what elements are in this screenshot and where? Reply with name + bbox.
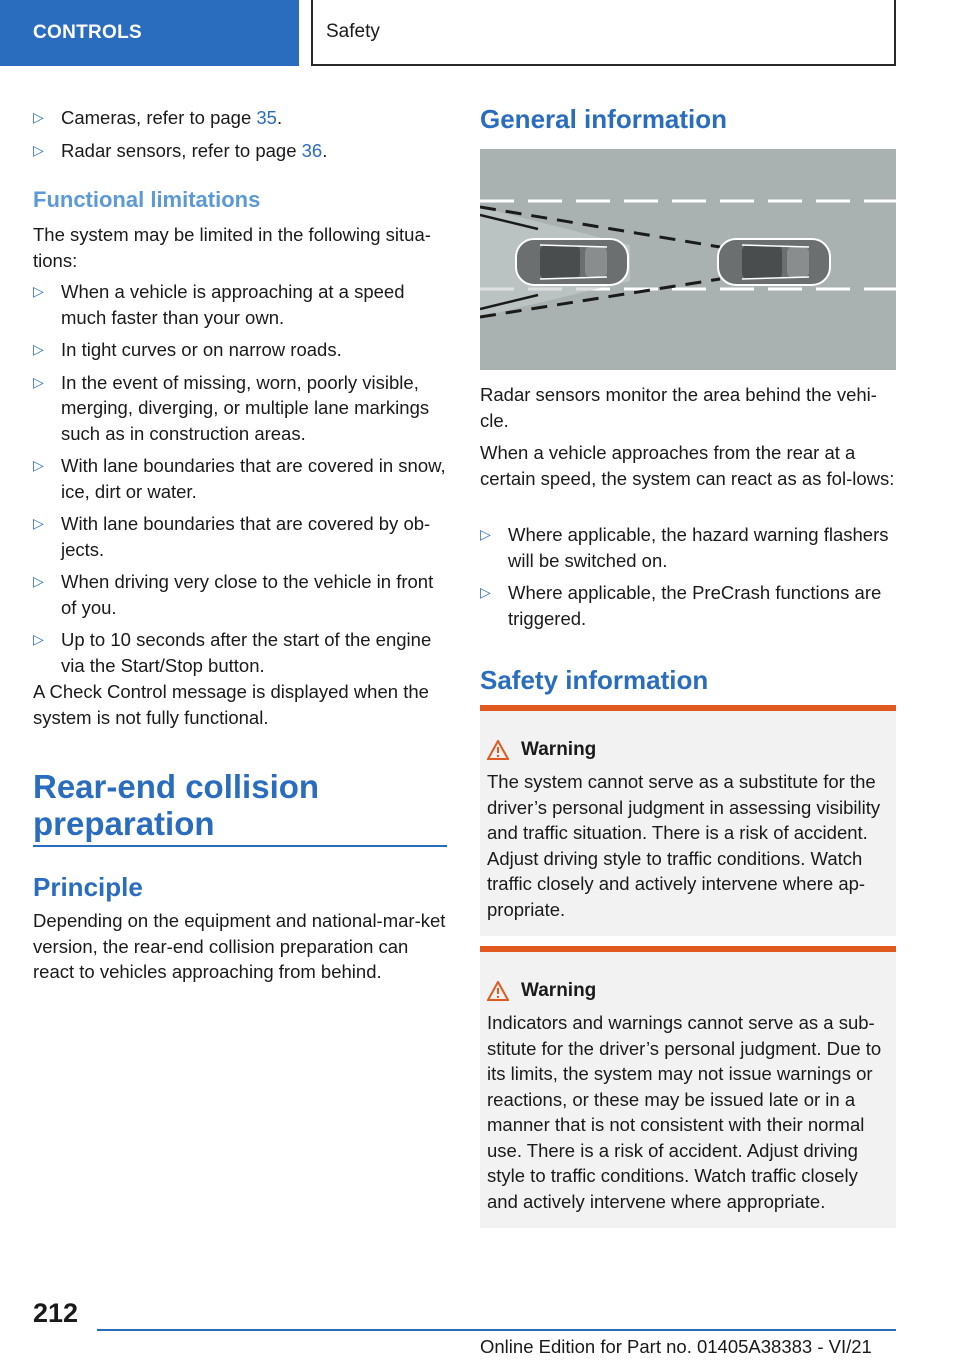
list-item: ▷ With lane boundaries that are covered by ob-jects. (33, 513, 431, 560)
triangle-bullet-icon: ▷ (480, 526, 491, 542)
warning-text: The system cannot serve as a substitute for the driver’s personal judgment in assessing visibility and traffic situation. There is a risk of accident. Adjust driving style to traffic conditions. Watch traffic closely and actively intervene where ap-propriate. (487, 771, 881, 920)
principle-text: Depending on the equipment and national-mar-ket version, the rear-end collision preparation can react to vehicles approaching from behind. (33, 910, 446, 982)
principle-heading: Principle (33, 872, 143, 902)
general-para-2: When a vehicle approaches from the rear at a certain speed, the system can react as as fol-lows: (480, 442, 895, 489)
general-information-heading: General information (480, 104, 728, 134)
triangle-bullet-icon: ▷ (33, 109, 44, 125)
list-item: ▷ Where applicable, the PreCrash functions are triggered. (480, 582, 882, 629)
chapter-tab (0, 0, 299, 66)
edition-text: Online Edition for Part no. 01405A38383 - VI/21 (480, 1336, 872, 1357)
general-para-1: Radar sensors monitor the area behind the vehi-cle. (480, 384, 877, 431)
warning-title-row (487, 976, 888, 1006)
limitations-outro: A Check Control message is displayed when the system is not fully functional. (33, 681, 429, 728)
list-item: ▷ When a vehicle is approaching at a speed much faster than your own. (33, 281, 405, 328)
section-title: Safety (326, 21, 380, 42)
triangle-bullet-icon: ▷ (33, 515, 44, 531)
triangle-bullet-icon: ▷ (33, 573, 44, 589)
triangle-bullet-icon: ▷ (33, 341, 44, 357)
list-item: ▷ In the event of missing, worn, poorly visible, merging, diverging, or multiple lane markings such as in construction areas. (33, 371, 430, 444)
radar-illustration (480, 149, 896, 370)
list-item: ▷ When driving very close to the vehicle in front of you. (33, 571, 434, 618)
warning-box-1 (480, 705, 896, 936)
limitations-intro: The system may be limited in the following situa-tions: (33, 224, 431, 271)
page-number: 212 (33, 1298, 79, 1328)
triangle-bullet-icon: ▷ (33, 631, 44, 647)
triangle-bullet-icon: ▷ (33, 457, 44, 473)
triangle-bullet-icon: ▷ (33, 283, 44, 299)
warning-title: Warning (521, 739, 597, 760)
list-item: ▷ Up to 10 seconds after the start of the engine via the Start/Stop button. (33, 629, 432, 676)
limitations-list (33, 279, 447, 685)
warning-triangle-icon (487, 981, 509, 1001)
triangle-bullet-icon: ▷ (33, 373, 44, 390)
approaching-car-icon (718, 239, 830, 285)
section-header (311, 0, 896, 66)
list-item: ▷ Cameras, refer to page 35. (33, 105, 447, 131)
list-item: ▷ Radar sensors, refer to page 36. (33, 138, 447, 164)
warning-text: Indicators and warnings cannot serve as a sub-stitute for the driver’s personal judgment. Due to its limits, the system may not issue warnings or reactions, or these may be issued late or in a manner that is not consistent with their normal use. There is a risk of accident. Adjust driving style to traffic conditions. Watch traffic closely and actively intervene where appropriate. (487, 1012, 882, 1212)
list-item: ▷ In tight curves or on narrow roads. (33, 337, 447, 363)
warning-box-2 (480, 946, 896, 1228)
triangle-bullet-icon: ▷ (33, 141, 44, 158)
list-item: ▷ With lane boundaries that are covered in snow, ice, dirt or water. (33, 455, 446, 502)
page-link-36[interactable]: 36 (301, 139, 323, 161)
radar-diagram-svg (480, 149, 896, 370)
intro-list (33, 105, 447, 170)
warning-triangle-icon (487, 740, 509, 760)
page-link-35[interactable]: 35 (256, 107, 277, 128)
list-item: ▷ Where applicable, the hazard warning flashers will be switched on. (480, 524, 889, 571)
warning-title: Warning (521, 980, 597, 1001)
chapter-title-rule (33, 845, 447, 847)
chapter-title: Rear-end collision preparation (33, 768, 320, 842)
safety-information-heading: Safety information (480, 665, 709, 695)
functional-limitations-heading: Functional limitations (33, 187, 261, 212)
warning-title-row (487, 735, 888, 765)
general-list (480, 522, 896, 638)
rear-car-icon (516, 239, 628, 285)
footer-rule (97, 1329, 896, 1331)
chapter-tab-label: CONTROLS (33, 22, 143, 43)
triangle-bullet-icon: ▷ (480, 584, 491, 600)
